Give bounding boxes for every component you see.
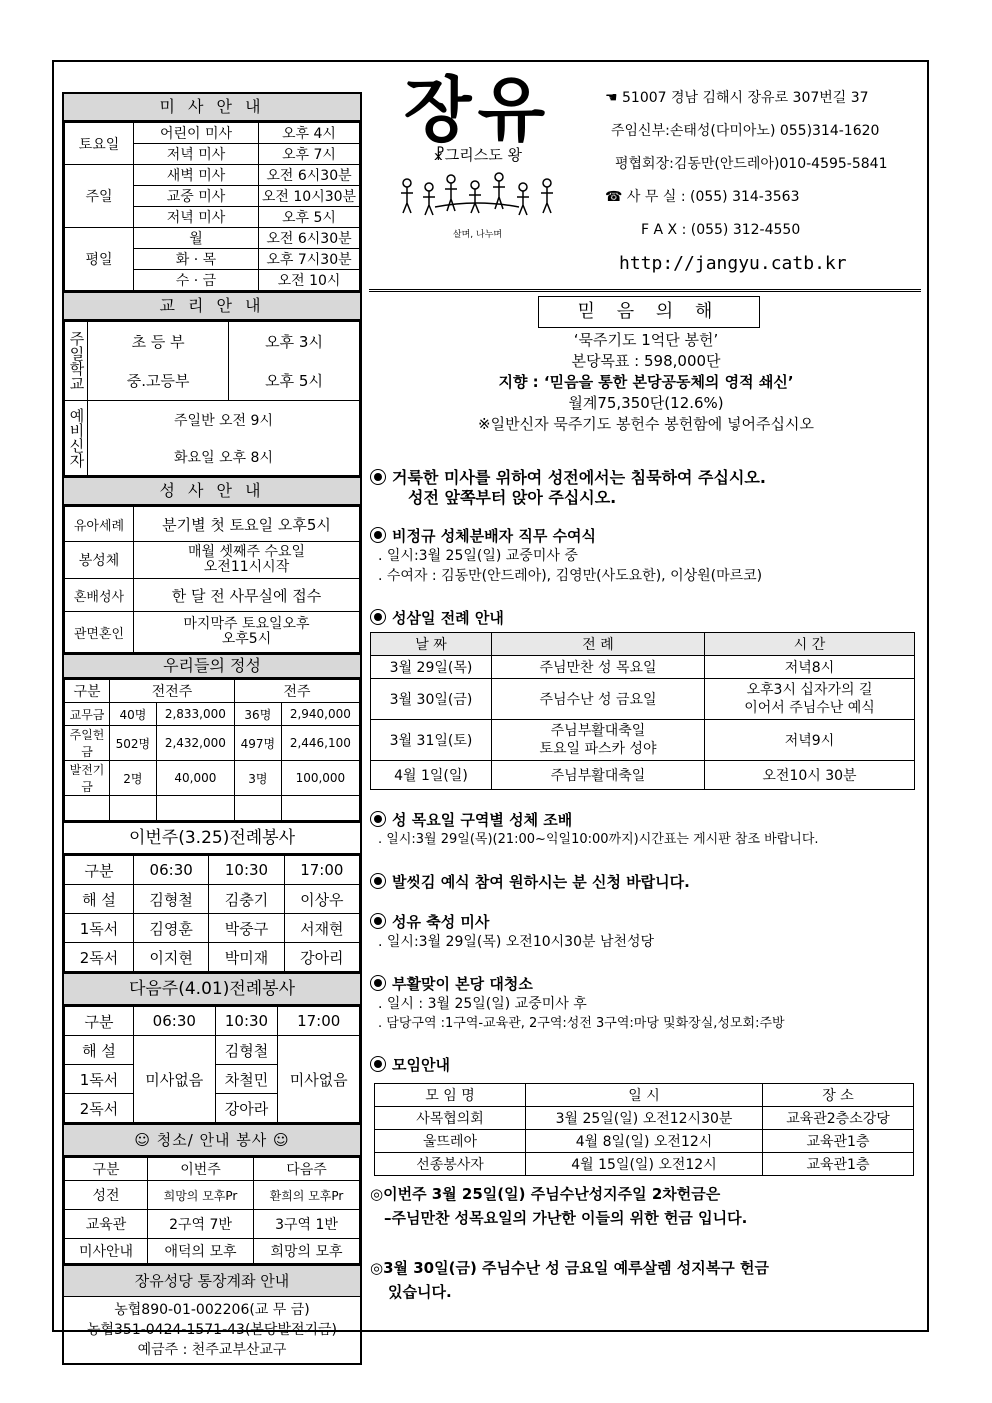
cell: 오후3시 십자가의 길 이어서 주님수난 예식 bbox=[705, 679, 915, 720]
cell: 502명 bbox=[110, 726, 157, 761]
sacrament-name: 유아세례 bbox=[65, 507, 134, 542]
table-row bbox=[371, 679, 915, 720]
faith-line: ※일반신자 묵주기도 봉헌수 봉헌함에 넣어주십시오 bbox=[478, 415, 814, 433]
notice-text: 있습니다. bbox=[388, 1283, 452, 1301]
col-header: 구분 bbox=[65, 680, 110, 703]
cell: 2명 bbox=[110, 761, 157, 796]
mass-name: 월 bbox=[134, 228, 259, 249]
bank-header: 장유성당 통장계좌 안내 bbox=[64, 1264, 360, 1297]
priest: 주임신부:손태성(다미아노) 055)314-1620 bbox=[611, 123, 880, 139]
cell: 2,940,000 bbox=[281, 703, 359, 726]
cell: 발전기금 bbox=[65, 761, 110, 796]
mass-table bbox=[64, 122, 360, 291]
cell: 497명 bbox=[234, 726, 281, 761]
cell: 40명 bbox=[110, 703, 157, 726]
next-week-table bbox=[64, 1006, 360, 1123]
mass-time: 오후 7시30분 bbox=[259, 249, 360, 270]
notice-text: ◎3월 30일(금) 주님수난 성 금요일 예루살렘 성지복구 헌금 bbox=[370, 1259, 769, 1277]
website-link[interactable]: http://jangyu.catb.kr bbox=[619, 253, 847, 274]
mass-time: 오후 4시 bbox=[259, 123, 360, 144]
left-column bbox=[62, 92, 362, 1365]
notice-title: 성 목요일 구역별 성체 조배 bbox=[392, 811, 573, 829]
hand-pointer-icon: ☚ bbox=[605, 90, 623, 106]
class-time: 오후 5시 bbox=[229, 361, 360, 401]
class-time: 오후 3시 bbox=[229, 322, 360, 362]
notice-title: 모임안내 bbox=[392, 1056, 450, 1074]
cell: 선종봉사자 bbox=[375, 1153, 526, 1176]
address: 51007 경남 김해시 장유로 307번길 37 bbox=[622, 90, 869, 106]
cell: 강아리 bbox=[284, 943, 359, 972]
silence-notice bbox=[370, 468, 922, 508]
collection-notice-2 bbox=[370, 1256, 922, 1304]
col-header: 구분 bbox=[65, 1007, 134, 1036]
faith-block bbox=[370, 330, 922, 435]
cell: 1독서 bbox=[65, 914, 134, 943]
notice-title: 부활맞이 본당 대청소 bbox=[392, 975, 533, 993]
cell: 오전10시 30분 bbox=[705, 761, 915, 790]
cell: 2독서 bbox=[65, 943, 134, 972]
subtitle: ☧그리스도 왕 bbox=[433, 146, 522, 164]
cell: 2,833,000 bbox=[156, 703, 234, 726]
cell: 3월 30일(금) bbox=[371, 679, 492, 720]
offering-table bbox=[64, 679, 360, 821]
mass-day-weekday: 평일 bbox=[65, 228, 134, 291]
fax: F A X : (055) 312-4550 bbox=[641, 222, 801, 238]
doctrine-header: 교 리 안 내 bbox=[64, 291, 360, 321]
notice-line: . 일시 : 3월 25일(일) 교중미사 후 bbox=[378, 996, 587, 1012]
notice-text: 성전 앞쪽부터 앉아 주십시오. bbox=[408, 488, 617, 507]
cell: 희망의 모후 bbox=[254, 1239, 360, 1264]
col-header: 이번주 bbox=[148, 1158, 254, 1181]
cell: 교무금 bbox=[65, 703, 110, 726]
this-week-table bbox=[64, 855, 360, 972]
people-illustration-icon bbox=[395, 169, 560, 231]
cell: 차철민 bbox=[215, 1065, 278, 1094]
bullet-icon bbox=[370, 469, 386, 485]
collection-notice-1 bbox=[370, 1182, 922, 1230]
sacrament-header: 성 사 안 내 bbox=[64, 476, 360, 506]
sacrament-info: 매월 셋째주 수요일 오전11시시작 bbox=[134, 542, 360, 579]
sacrament-name: 혼배성사 bbox=[65, 579, 134, 612]
cell: 미사안내 bbox=[65, 1239, 148, 1264]
catechumen-label: 예비신자 bbox=[65, 401, 88, 476]
cell: 저녁8시 bbox=[705, 656, 915, 679]
col-header: 전전주 bbox=[110, 680, 235, 703]
table-row bbox=[371, 656, 915, 679]
notice-line: . 일시:3월 25일(일) 교중미사 중 bbox=[378, 548, 578, 564]
cell: 박미재 bbox=[209, 943, 284, 972]
logo-block bbox=[395, 68, 560, 240]
doctrine-table bbox=[64, 321, 360, 476]
mass-name: 수 · 금 bbox=[134, 270, 259, 291]
header-divider bbox=[369, 289, 921, 292]
cell: 교육관1층 bbox=[763, 1130, 914, 1153]
address-line bbox=[605, 82, 925, 115]
mass-time: 오전 10시30분 bbox=[259, 186, 360, 207]
cleaning-header: ☺ 청소/ 안내 봉사 ☺ bbox=[64, 1123, 360, 1157]
mass-time: 오전 10시 bbox=[259, 270, 360, 291]
cleanup-notice bbox=[370, 974, 922, 1034]
mass-day-sat: 토요일 bbox=[65, 123, 134, 165]
meeting-section bbox=[370, 1054, 922, 1176]
faith-line: 월계75,350단(12.6%) bbox=[568, 394, 724, 412]
cell: 2,446,100 bbox=[281, 726, 359, 761]
cleaning-table bbox=[64, 1157, 360, 1264]
cell: 울뜨레아 bbox=[375, 1130, 526, 1153]
notice-text: –주님만찬 성목요일의 가난한 이들의 위한 헌금 입니다. bbox=[384, 1209, 748, 1227]
table-row bbox=[65, 703, 360, 726]
table-row bbox=[65, 1036, 360, 1065]
cell: 박중구 bbox=[209, 914, 284, 943]
col-header: 17:00 bbox=[284, 856, 359, 885]
contact-info bbox=[605, 82, 925, 280]
cell: 김형철 bbox=[134, 885, 209, 914]
sacrament-info: 한 달 전 사무실에 접수 bbox=[134, 579, 360, 612]
col-header: 06:30 bbox=[134, 1007, 216, 1036]
table-row bbox=[371, 720, 915, 761]
chairman: 평협회장:김동만(안드레아)010-4595-5841 bbox=[615, 156, 888, 172]
cell bbox=[110, 796, 157, 821]
cell: 1독서 bbox=[65, 1065, 134, 1094]
footwash-notice bbox=[370, 872, 922, 892]
mass-time: 오전 6시30분 bbox=[259, 165, 360, 186]
mass-name: 저녁 미사 bbox=[134, 207, 259, 228]
cell: 주님만찬 성 목요일 bbox=[492, 656, 705, 679]
cell: 36명 bbox=[234, 703, 281, 726]
notice-line: . 일시:3월 29일(목)(21:00~익일10:00까지)시간표는 게시판 참조 바랍니다. bbox=[378, 832, 819, 847]
mass-name: 화 · 목 bbox=[134, 249, 259, 270]
mass-name: 교중 미사 bbox=[134, 186, 259, 207]
logo: 장유 bbox=[403, 68, 552, 151]
cell: 성전 bbox=[65, 1181, 148, 1210]
cell: 주일헌금 bbox=[65, 726, 110, 761]
cell: 3월 25일(일) 오전12시30분 bbox=[526, 1107, 763, 1130]
cell: 저녁9시 bbox=[705, 720, 915, 761]
faith-line: 지향 : ‘믿음을 통한 본당공동체의 영적 쇄신’ bbox=[498, 373, 794, 391]
cell: 주님부활대축일 토요일 파스카 성야 bbox=[492, 720, 705, 761]
col-header: 구분 bbox=[65, 856, 134, 885]
cell bbox=[65, 796, 110, 821]
mass-time: 오전 6시30분 bbox=[259, 228, 360, 249]
table-row bbox=[371, 761, 915, 790]
table-row bbox=[65, 761, 360, 796]
col-header: 모 임 명 bbox=[375, 1084, 526, 1107]
bank-line: 예금주 : 천주교부산교구 bbox=[137, 1342, 287, 1358]
cell: 교육관1층 bbox=[763, 1153, 914, 1176]
mass-time: 오후 5시 bbox=[259, 207, 360, 228]
col-header: 06:30 bbox=[134, 856, 209, 885]
triduum-section bbox=[370, 607, 922, 790]
col-header: 구분 bbox=[65, 1158, 148, 1181]
table-row bbox=[65, 796, 360, 821]
notice-title: 비정규 성체분배자 직무 수여식 bbox=[392, 527, 597, 545]
col-header: 17:00 bbox=[278, 1007, 360, 1036]
table-row bbox=[375, 1153, 914, 1176]
cell: 4월 15일(일) 오전12시 bbox=[526, 1153, 763, 1176]
cell: 100,000 bbox=[281, 761, 359, 796]
cell: 2독서 bbox=[65, 1094, 134, 1123]
notice-line: . 담당구역 :1구역-교육관, 2구역:성전 3구역:마당 및화장실,성모회:주방 bbox=[378, 1016, 785, 1031]
offering-header: 우리들의 정성 bbox=[64, 653, 360, 679]
mass-name: 어린이 미사 bbox=[134, 123, 259, 144]
mass-header: 미 사 안 내 bbox=[64, 94, 360, 122]
cell: 교육관2층소강당 bbox=[763, 1107, 914, 1130]
notice-line: . 수여자 : 김동만(안드레아), 김영만(사도요한), 이상원(마르코) bbox=[378, 568, 763, 584]
chrism-notice bbox=[370, 912, 922, 952]
bullet-icon bbox=[370, 527, 386, 543]
motto: 살며, 나누며 bbox=[452, 230, 503, 240]
faith-line: 본당목표 : 598,000단 bbox=[571, 352, 721, 370]
col-header: 10:30 bbox=[209, 856, 284, 885]
faith-title: 믿 음 의 해 bbox=[538, 296, 760, 328]
class-name: 초 등 부 bbox=[88, 322, 229, 362]
notice-text: ◎이번주 3월 25일(일) 주님수난성지주일 2차헌금은 bbox=[370, 1185, 721, 1203]
mass-time: 오후 7시 bbox=[259, 144, 360, 165]
next-week-header: 다음주(4.01)전례봉사 bbox=[64, 972, 360, 1006]
cell: 김형철 bbox=[215, 1036, 278, 1065]
table-row bbox=[65, 726, 360, 761]
cell: 주님부활대축일 bbox=[492, 761, 705, 790]
faith-line: ‘묵주기도 1억단 봉헌’ bbox=[573, 331, 719, 349]
bullet-icon bbox=[370, 913, 386, 929]
adoration-notice bbox=[370, 810, 922, 850]
bullet-icon bbox=[370, 975, 386, 991]
meeting-table bbox=[374, 1083, 914, 1176]
col-header: 일 시 bbox=[526, 1084, 763, 1107]
cell: 주님수난 성 금요일 bbox=[492, 679, 705, 720]
cell: 3명 bbox=[234, 761, 281, 796]
no-mass-cell: 미사없음 bbox=[278, 1036, 360, 1123]
notice-title: 발씻김 예식 참여 원하시는 분 신청 바랍니다. bbox=[392, 873, 690, 891]
notice-title: 성유 축성 미사 bbox=[392, 913, 490, 931]
office-phone: 사 무 실 : (055) 314-3563 bbox=[626, 189, 800, 205]
cell: 40,000 bbox=[156, 761, 234, 796]
col-header: 장 소 bbox=[763, 1084, 914, 1107]
cell: 4월 8일(일) 오전12시 bbox=[526, 1130, 763, 1153]
cell: 강아라 bbox=[215, 1094, 278, 1123]
table-row bbox=[375, 1130, 914, 1153]
sacrament-info: 마지막주 토요일오후 오후5시 bbox=[134, 612, 360, 653]
eucharist-notice bbox=[370, 526, 922, 586]
cell: 김영훈 bbox=[134, 914, 209, 943]
cell: 희망의 모후Pr bbox=[148, 1181, 254, 1210]
cell bbox=[281, 796, 359, 821]
triduum-table bbox=[370, 632, 915, 790]
cell: 이상우 bbox=[284, 885, 359, 914]
cell: 3구역 1반 bbox=[254, 1210, 360, 1239]
table-row bbox=[65, 1239, 360, 1264]
cell: 교육관 bbox=[65, 1210, 148, 1239]
cell: 2,432,000 bbox=[156, 726, 234, 761]
cell: 3월 31일(토) bbox=[371, 720, 492, 761]
cell: 김충기 bbox=[209, 885, 284, 914]
cell: 이지현 bbox=[134, 943, 209, 972]
cell bbox=[234, 796, 281, 821]
bank-info bbox=[64, 1297, 360, 1363]
table-row bbox=[65, 885, 360, 914]
class-time: 주일반 오전 9시 bbox=[88, 401, 360, 439]
col-header: 날 짜 bbox=[371, 633, 492, 656]
notice-title: 성삼일 전례 안내 bbox=[392, 609, 504, 627]
table-row bbox=[65, 914, 360, 943]
notice-line: . 일시:3월 29일(목) 오전10시30분 남천성당 bbox=[378, 934, 655, 950]
cell: 서재현 bbox=[284, 914, 359, 943]
bullet-icon bbox=[370, 873, 386, 889]
col-header: 다음주 bbox=[254, 1158, 360, 1181]
col-header: 전주 bbox=[234, 680, 359, 703]
cell: 3월 29일(목) bbox=[371, 656, 492, 679]
cell: 애덕의 모후 bbox=[148, 1239, 254, 1264]
cell: 해 설 bbox=[65, 1036, 134, 1065]
no-mass-cell: 미사없음 bbox=[134, 1036, 216, 1123]
table-row bbox=[65, 943, 360, 972]
cell: 4월 1일(일) bbox=[371, 761, 492, 790]
sacrament-name: 관면혼인 bbox=[65, 612, 134, 653]
office-line bbox=[605, 181, 925, 214]
phone-icon: ☎ bbox=[605, 189, 627, 205]
this-week-header: 이번주(3.25)전례봉사 bbox=[64, 821, 360, 855]
notice-text: 거룩한 미사를 위하여 성전에서는 침묵하여 주십시오. bbox=[392, 468, 766, 487]
cell: 환희의 모후Pr bbox=[254, 1181, 360, 1210]
bank-line: 농협351-0424-1571-43(본당발전기금) bbox=[86, 1322, 338, 1338]
mass-name: 저녁 미사 bbox=[134, 144, 259, 165]
table-row bbox=[65, 1210, 360, 1239]
col-header: 시 간 bbox=[705, 633, 915, 656]
cell: 사목협의회 bbox=[375, 1107, 526, 1130]
table-row bbox=[375, 1107, 914, 1130]
mass-name: 새벽 미사 bbox=[134, 165, 259, 186]
mass-day-sun: 주일 bbox=[65, 165, 134, 228]
cell: 해 설 bbox=[65, 885, 134, 914]
col-header: 전 례 bbox=[492, 633, 705, 656]
sacrament-info: 분기별 첫 토요일 오후5시 bbox=[134, 507, 360, 542]
sunday-school-label: 주일학교 bbox=[65, 322, 88, 401]
bullet-icon bbox=[370, 811, 386, 827]
sacrament-name: 봉성체 bbox=[65, 542, 134, 579]
bank-line: 농협890-01-002206(교 무 금) bbox=[114, 1302, 310, 1318]
bullet-icon bbox=[370, 609, 386, 625]
cell: 2구역 7반 bbox=[148, 1210, 254, 1239]
class-name: 중.고등부 bbox=[88, 361, 229, 401]
class-time: 화요일 오후 8시 bbox=[88, 438, 360, 476]
table-row bbox=[65, 1181, 360, 1210]
sacrament-table bbox=[64, 506, 360, 653]
cell bbox=[156, 796, 234, 821]
bullet-icon bbox=[370, 1056, 386, 1072]
col-header: 10:30 bbox=[215, 1007, 278, 1036]
